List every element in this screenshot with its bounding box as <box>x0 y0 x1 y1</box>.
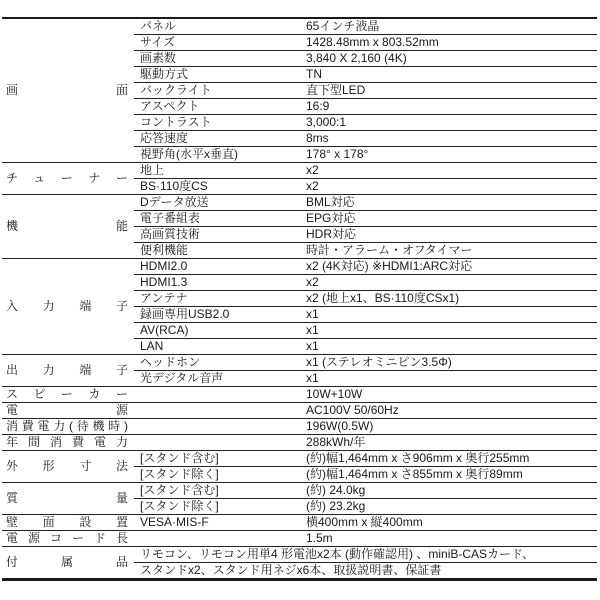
table-row <box>2 163 597 179</box>
category-cell-power-cord-length: 電源コード長 <box>2 531 134 547</box>
table-row <box>2 18 597 35</box>
table-row <box>2 483 597 499</box>
category-cell-accessories: 付属品 <box>2 547 134 580</box>
category-cell-power-consumption: 消費電力(待機時) <box>2 419 134 435</box>
spec-value-cell: 直下型LED <box>300 83 597 99</box>
spec-value-cell: x1 <box>300 371 597 387</box>
spec-item-cell: 録画専用USB2.0 <box>134 307 300 323</box>
spec-value-cell: リモコン、リモコン用単4 形電池x2本 (動作確認用) 、miniB-CASカード、 <box>134 547 597 563</box>
spec-item-cell <box>134 387 300 403</box>
spec-value-cell: x2 <box>300 179 597 195</box>
spec-value-cell: 65インチ液晶 <box>300 18 597 35</box>
category-cell-weight: 質量 <box>2 483 134 515</box>
spec-item-cell: VESA·MIS-F <box>134 515 300 531</box>
table-row <box>2 419 597 435</box>
category-cell-wall-mount: 壁面設置 <box>2 515 134 531</box>
spec-item-cell: [スタンド含む] <box>134 451 300 467</box>
table-row <box>2 387 597 403</box>
spec-item-cell: 画素数 <box>134 51 300 67</box>
spec-value-cell: x2 <box>300 163 597 179</box>
spec-value-cell: (約) 23.2kg <box>300 499 597 515</box>
spec-value-cell: スタンドx2、スタンド用ネジx6本、取扱説明書、保証書 <box>134 563 597 580</box>
category-cell-external-dimensions: 外形寸法 <box>2 451 134 483</box>
spec-table <box>2 17 597 581</box>
spec-value-cell: x1 <box>300 307 597 323</box>
spec-item-cell <box>134 419 300 435</box>
table-row <box>2 451 597 467</box>
spec-value-cell: x2 (4K対応) ※HDMI1:ARC対応 <box>300 259 597 275</box>
spec-item-cell: 視野角(水平x垂直) <box>134 147 300 163</box>
spec-value-cell: 3,840 X 2,160 (4K) <box>300 51 597 67</box>
table-row <box>2 355 597 371</box>
table-row <box>2 531 597 547</box>
spec-value-cell: 1428.48mm x 803.52mm <box>300 35 597 51</box>
spec-value-cell: x2 (地上x1、BS·110度CSx1) <box>300 291 597 307</box>
spec-item-cell: 電子番組表 <box>134 211 300 227</box>
category-cell-annual-power-consumption: 年間消費電力 <box>2 435 134 451</box>
spec-value-cell: x1 <box>300 339 597 355</box>
table-row <box>2 547 597 563</box>
spec-item-cell: AV(RCA) <box>134 323 300 339</box>
spec-item-cell: [スタンド含む] <box>134 483 300 499</box>
spec-value-cell: x1 (ステレオミニピン3.5Φ) <box>300 355 597 371</box>
spec-value-cell: 196W(0.5W) <box>300 419 597 435</box>
spec-item-cell: アンテナ <box>134 291 300 307</box>
spec-value-cell: 8ms <box>300 131 597 147</box>
spec-value-cell: 横400mm x 縦400mm <box>300 515 597 531</box>
spec-value-cell: 1.5m <box>300 531 597 547</box>
spec-value-cell: 178° x 178° <box>300 147 597 163</box>
spec-value-cell: x1 <box>300 323 597 339</box>
spec-value-cell: 時計・アラーム・オフタイマー <box>300 243 597 259</box>
spec-value-cell: 3,000:1 <box>300 115 597 131</box>
spec-value-cell: HDR対応 <box>300 227 597 243</box>
spec-item-cell: コントラスト <box>134 115 300 131</box>
spec-value-cell: 288kWh/年 <box>300 435 597 451</box>
spec-item-cell: HDMI1.3 <box>134 275 300 291</box>
table-row <box>2 259 597 275</box>
spec-value-cell: (約)幅1,464mm x さ855mm x 奥行89mm <box>300 467 597 483</box>
spec-item-cell: [スタンド除く] <box>134 467 300 483</box>
spec-item-cell: 高画質技術 <box>134 227 300 243</box>
spec-item-cell: HDMI2.0 <box>134 259 300 275</box>
spec-item-cell: Dデータ放送 <box>134 195 300 211</box>
category-cell-output-terminals: 出力端子 <box>2 355 134 387</box>
spec-value-cell: BML対応 <box>300 195 597 211</box>
spec-item-cell: バックライト <box>134 83 300 99</box>
spec-value-cell: AC100V 50/60Hz <box>300 403 597 419</box>
table-row <box>2 195 597 211</box>
spec-item-cell: 駆動方式 <box>134 67 300 83</box>
spec-value-cell: (約) 24.0kg <box>300 483 597 499</box>
table-row <box>2 403 597 419</box>
table-row <box>2 515 597 531</box>
category-cell-input-terminals: 入力端子 <box>2 259 134 355</box>
spec-item-cell: 便利機能 <box>134 243 300 259</box>
spec-item-cell: 応答速度 <box>134 131 300 147</box>
category-cell-speaker: スピーカー <box>2 387 134 403</box>
spec-item-cell: ヘッドホン <box>134 355 300 371</box>
spec-value-cell: 10W+10W <box>300 387 597 403</box>
spec-item-cell: LAN <box>134 339 300 355</box>
category-cell-tuner: チューナー <box>2 163 134 195</box>
spec-item-cell <box>134 531 300 547</box>
spec-item-cell: アスペクト <box>134 99 300 115</box>
spec-item-cell <box>134 435 300 451</box>
spec-value-cell: EPG対応 <box>300 211 597 227</box>
spec-value-cell: (約)幅1,464mm x さ906mm x 奥行255mm <box>300 451 597 467</box>
spec-item-cell: 地上 <box>134 163 300 179</box>
category-cell-functions: 機能 <box>2 195 134 259</box>
spec-item-cell: [スタンド除く] <box>134 499 300 515</box>
spec-value-cell: x2 <box>300 275 597 291</box>
spec-item-cell: BS·110度CS <box>134 179 300 195</box>
spec-value-cell: 16:9 <box>300 99 597 115</box>
spec-item-cell <box>134 403 300 419</box>
spec-item-cell: サイズ <box>134 35 300 51</box>
spec-value-cell: TN <box>300 67 597 83</box>
category-cell-display: 画面 <box>2 18 134 163</box>
spec-item-cell: パネル <box>134 18 300 35</box>
spec-item-cell: 光デジタル音声 <box>134 371 300 387</box>
table-row <box>2 435 597 451</box>
category-cell-power-supply: 電源 <box>2 403 134 419</box>
